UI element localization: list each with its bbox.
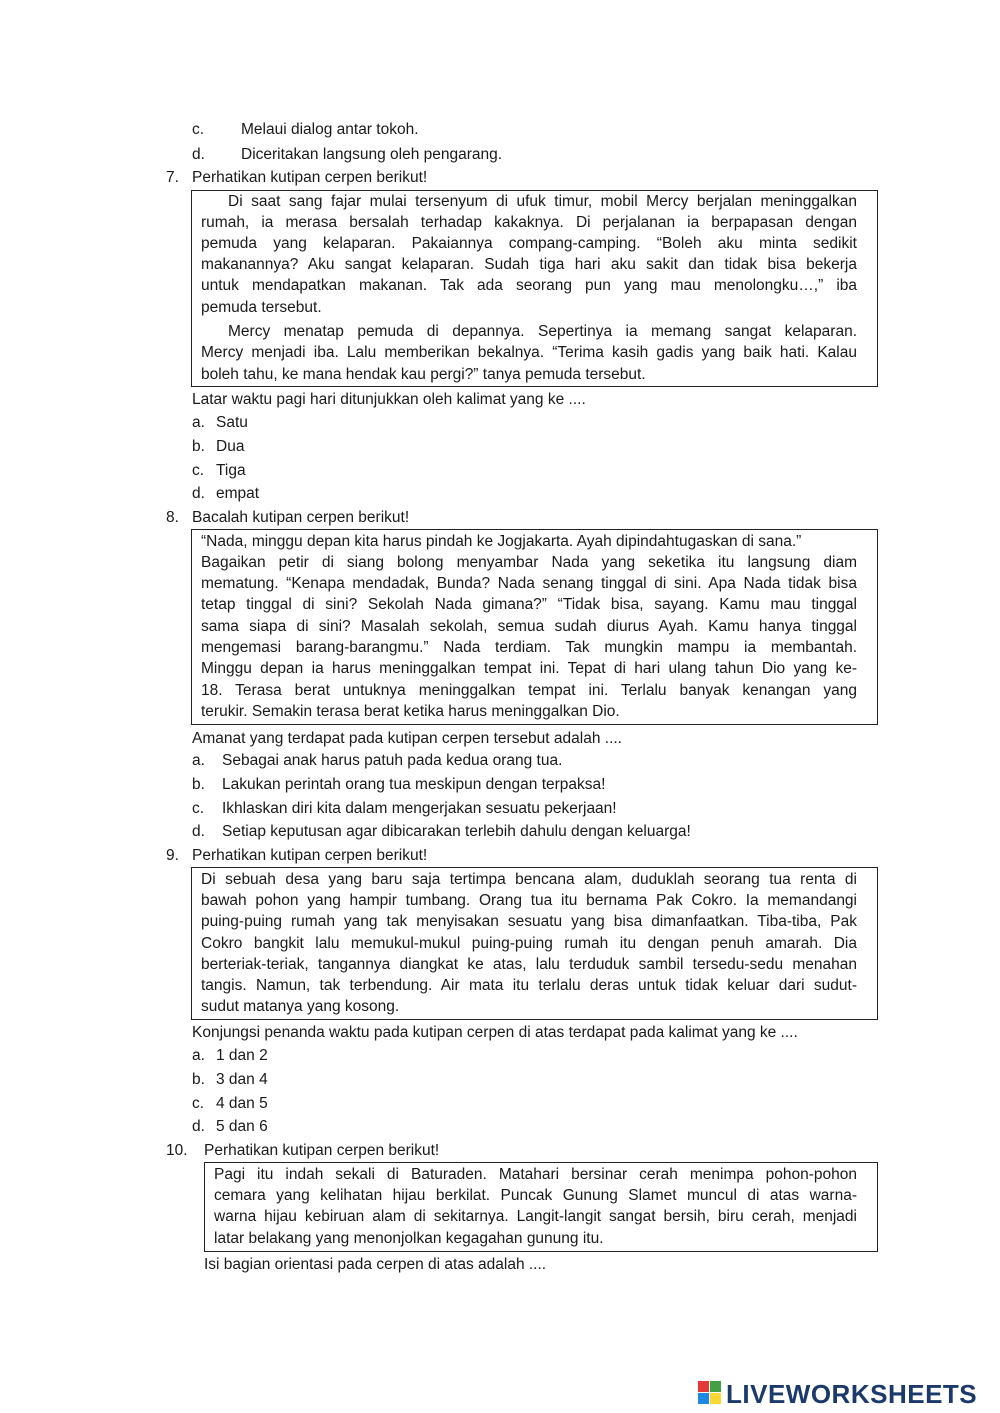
question-number: 10. — [166, 1142, 188, 1159]
option-letter: b. — [192, 438, 205, 455]
passage-line: Cokro bangkit lalu memukul-mukul puing-puing rumah itu dengan penuh amarah. Dia — [201, 935, 857, 952]
passage-line: Di saat sang fajar mulai tersenyum di ufuk timur, mobil Mercy berjalan meninggalkan — [228, 193, 857, 210]
passage-line: tetap tinggal di sini? Sekolah Nada gimana?” “Tidak bisa, sayang. Kamu mau tinggal — [201, 596, 857, 613]
option-text: Sebagai anak harus patuh pada kedua orang tua. — [222, 752, 563, 769]
passage-line: bawah pohon yang hampir tumbang. Orang tua itu bernama Pak Cokro. Ia memandangi — [201, 892, 857, 909]
option-letter: a. — [192, 752, 205, 769]
passage-line: Minggu depan ia harus meninggalkan tempat ini. Tepat di hari ulang tahun Dio yang ke- — [201, 660, 857, 677]
option-letter: c. — [192, 1095, 205, 1112]
passage-box — [191, 867, 878, 1020]
passage-box — [204, 1162, 878, 1252]
passage-line: puing-puing rumah yang tak menyisakan sesuatu yang bisa dimanfaatkan. Tiba-tiba, Pak — [201, 913, 857, 930]
question-prompt: Bacalah kutipan cerpen berikut! — [192, 509, 410, 526]
passage-line: “Nada, minggu depan kita harus pindah ke Jogjakarta. Ayah dipindahtugaskan di sana.” — [201, 533, 802, 550]
passage-line: mematung. “Kenapa mendadak, Bunda? Nada senang tinggal di sini. Apa Nada tidak bisa — [201, 575, 857, 592]
question-prompt: Perhatikan kutipan cerpen berikut! — [204, 1142, 440, 1159]
passage-line: Pagi itu indah sekali di Baturaden. Matahari bersinar cerah menimpa pohon-pohon — [214, 1166, 857, 1183]
passage-line: untuk mendapatkan makanan. Tak ada seorang pun yang mau menolongku…,” iba — [201, 277, 857, 294]
option-text: Satu — [216, 414, 248, 431]
option-text: 4 dan 5 — [216, 1095, 268, 1112]
question-number: 7. — [166, 169, 179, 186]
passage-line: Mercy menatap pemuda di depannya. Sepertinya ia memang sangat kelaparan. — [228, 323, 857, 340]
option-text: 5 dan 6 — [216, 1118, 268, 1135]
option-letter: a. — [192, 414, 205, 431]
passage-line: Bagaikan petir di siang bolong menyambar Nada yang seketika itu langsung diam — [201, 554, 857, 571]
passage-line: mengemasi barang-barangmu.” Nada terdiam. Tak mungkin mampu ia membantah. — [201, 639, 857, 656]
option-letter: c. — [192, 121, 205, 138]
option-letter: c. — [192, 462, 205, 479]
option-letter: a. — [192, 1047, 205, 1064]
passage-line: warna hijau kebiruan alam di sekitarnya. Langit-langit sangat bersih, biru cerah, menjadi — [214, 1208, 857, 1225]
option-letter: b. — [192, 776, 205, 793]
passage-line: Di sebuah desa yang baru saja tertimpa bencana alam, duduklah seorang tua renta di — [201, 871, 857, 888]
option-text: empat — [216, 485, 260, 502]
question-text: Amanat yang terdapat pada kutipan cerpen tersebut adalah .... — [192, 730, 622, 747]
passage-line: boleh tahu, ke mana hendak kau pergi?” tanya pemuda tersebut. — [201, 366, 646, 383]
option-text: 1 dan 2 — [216, 1047, 268, 1064]
question-text: Konjungsi penanda waktu pada kutipan cerpen di atas terdapat pada kalimat yang ke .... — [192, 1024, 798, 1041]
passage-line: makanannya? Aku sangat kelaparan. Sudah tiga hari aku sakit dan tidak bisa bekerja — [201, 256, 857, 273]
passage-line: pemuda yang kelaparan. Pakaiannya compang-camping. “Boleh aku minta sedikit — [201, 235, 857, 252]
passage-line: sudut matanya yang kosong. — [201, 998, 400, 1015]
passage-line: 18. Terasa berat untuknya meninggalkan tempat ini. Terlalu banyak kenangan yang — [201, 682, 857, 699]
question-prompt: Perhatikan kutipan cerpen berikut! — [192, 169, 428, 186]
option-text: Tiga — [216, 462, 246, 479]
passage-box — [191, 190, 878, 387]
passage-line: sama siapa di sini? Masalah sekolah, semua sudah diurus Ayah. Kamu hanya tinggal — [201, 618, 857, 635]
option-text: Melaui dialog antar tokoh. — [241, 121, 419, 138]
liveworksheets-logo — [698, 1381, 993, 1407]
passage-line: latar belakang yang menonjolkan kegagahan gunung itu. — [214, 1230, 604, 1247]
question-text: Latar waktu pagi hari ditunjukkan oleh kalimat yang ke .... — [192, 391, 586, 408]
option-text: Ikhlaskan diri kita dalam mengerjakan sesuatu pekerjaan! — [222, 800, 617, 817]
passage-line: terukir. Semakin terasa berat ketika harus meninggalkan Dio. — [201, 703, 620, 720]
passage-line: tangis. Namun, tak terbendung. Air mata itu terlalu deras untuk tidak keluar dari sudut- — [201, 977, 857, 994]
option-text: 3 dan 4 — [216, 1071, 268, 1088]
option-text: Diceritakan langsung oleh pengarang. — [241, 146, 503, 163]
option-letter: d. — [192, 485, 205, 502]
passage-line: cemara yang kelihatan hijau berkilat. Puncak Gunung Slamet muncul di atas warna- — [214, 1187, 857, 1204]
question-number: 9. — [166, 847, 179, 864]
passage-line: rumah, ia merasa bersalah terhadap kakaknya. Di perjalanan ia berpapasan dengan — [201, 214, 857, 231]
option-letter: d. — [192, 1118, 205, 1135]
option-text: Lakukan perintah orang tua meskipun dengan terpaksa! — [222, 776, 606, 793]
passage-box — [191, 529, 878, 725]
option-letter: d. — [192, 146, 205, 163]
brand-name: LIVEWORKSHEETS — [726, 1379, 978, 1409]
question-number: 8. — [166, 509, 179, 526]
option-letter: b. — [192, 1071, 205, 1088]
passage-line: berteriak-teriak, tangannya diangkat ke atas, lalu terduduk sambil tersedu-sedu menahan — [201, 956, 857, 973]
option-letter: d. — [192, 823, 205, 840]
question-prompt: Perhatikan kutipan cerpen berikut! — [192, 847, 428, 864]
option-letter: c. — [192, 800, 205, 817]
passage-line: pemuda tersebut. — [201, 299, 322, 316]
question-text: Isi bagian orientasi pada cerpen di atas adalah .... — [204, 1256, 547, 1273]
passage-line: Mercy menjadi iba. Lalu memberikan bekalnya. “Terima kasih gadis yang baik hati. Kalau — [201, 344, 857, 361]
option-text: Dua — [216, 438, 245, 455]
option-text: Setiap keputusan agar dibicarakan terlebih dahulu dengan keluarga! — [222, 823, 691, 840]
